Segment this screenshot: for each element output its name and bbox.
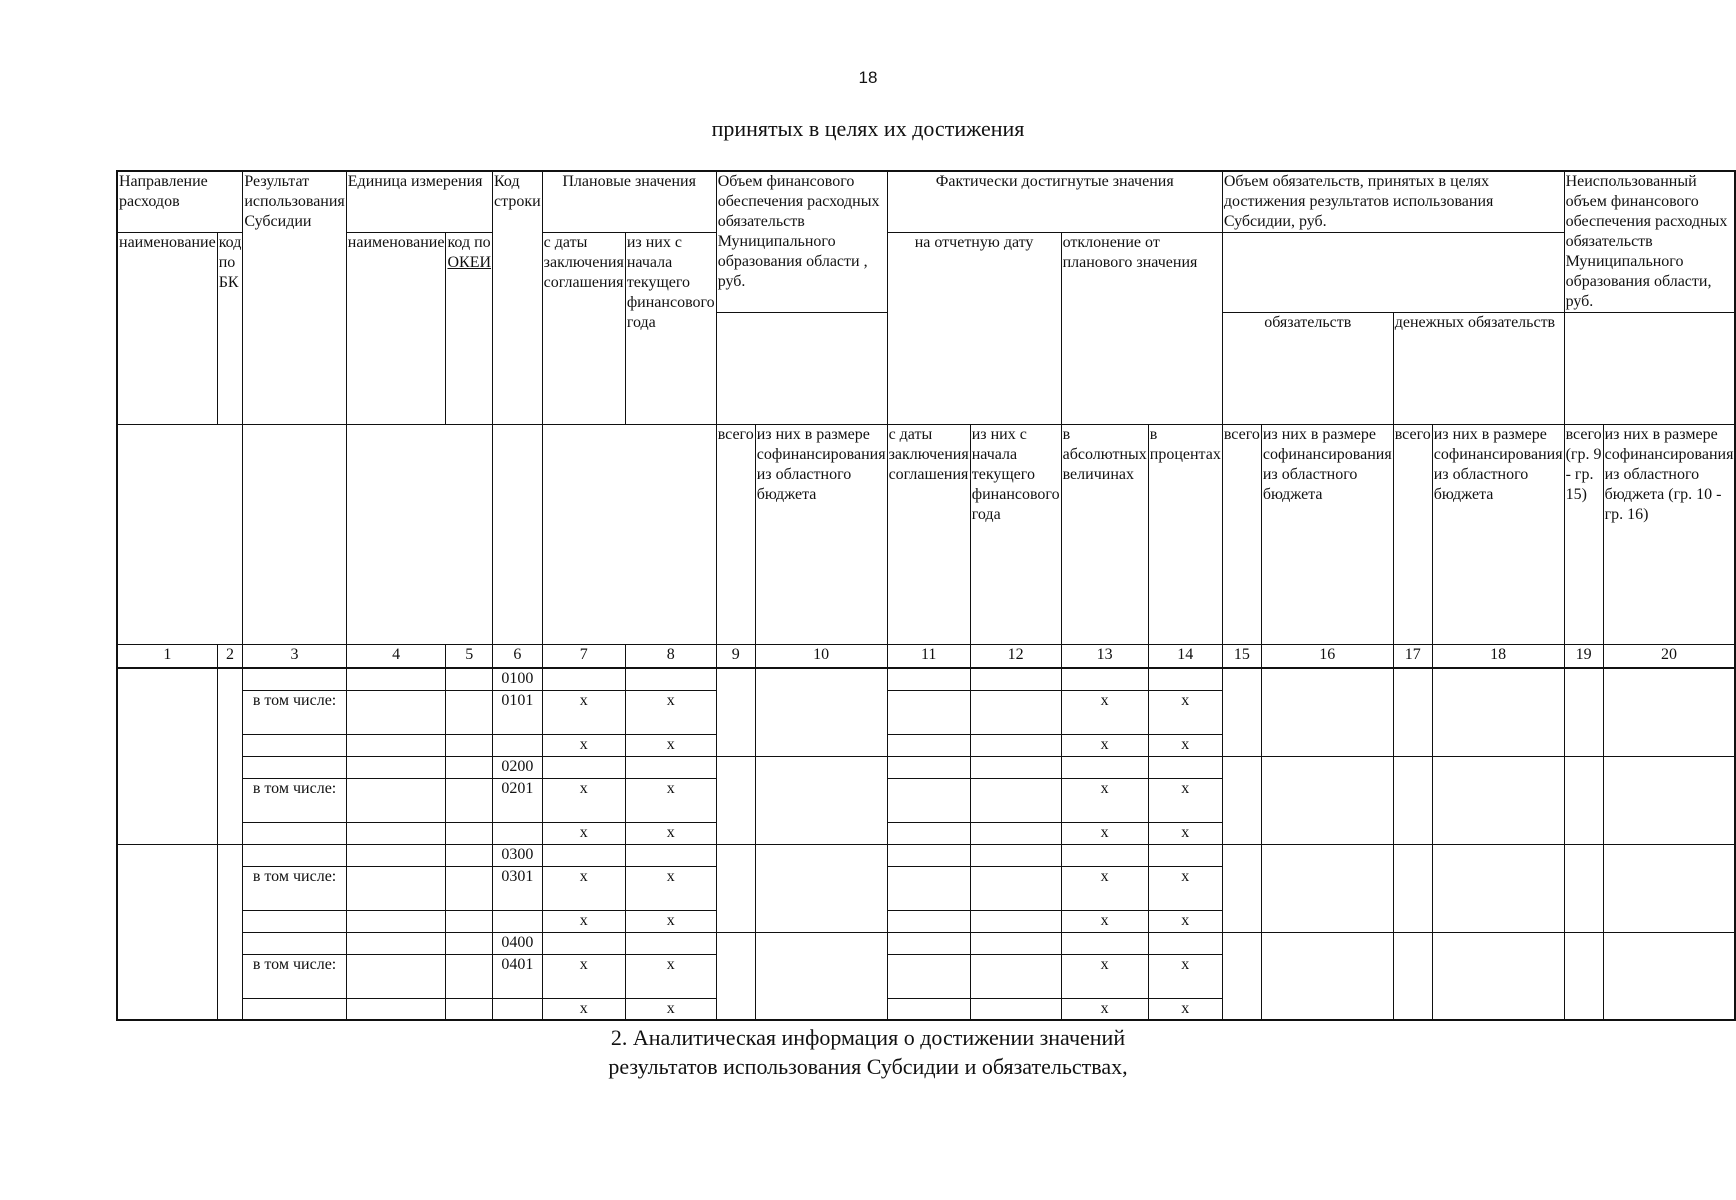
- x-mark: x: [542, 778, 625, 822]
- x-mark: x: [542, 998, 625, 1020]
- line-code-cell: 0400: [493, 932, 543, 954]
- value-cell[interactable]: [1393, 932, 1432, 1020]
- x-mark: x: [1148, 690, 1222, 734]
- value-cell[interactable]: [1061, 668, 1148, 690]
- header-actual-on-date: на отчетную дату: [887, 233, 1061, 425]
- result-cell[interactable]: [243, 822, 346, 844]
- value-cell[interactable]: [1432, 668, 1564, 756]
- table-row: [117, 932, 1735, 954]
- result-cell[interactable]: [243, 910, 346, 932]
- line-code-cell: [493, 998, 543, 1020]
- direction-code-cell[interactable]: [217, 668, 243, 844]
- value-cell[interactable]: [887, 910, 970, 932]
- header-direction-cont: [117, 425, 243, 645]
- column-number-row: [117, 645, 1735, 669]
- value-cell[interactable]: [970, 954, 1061, 998]
- header-deviation-abs: в абсолютных величинах: [1061, 425, 1148, 645]
- value-cell[interactable]: [755, 668, 887, 756]
- unit-name-cell[interactable]: [346, 844, 446, 866]
- unit-name-cell[interactable]: [346, 998, 446, 1020]
- result-cell[interactable]: [243, 734, 346, 756]
- x-mark: x: [1061, 734, 1148, 756]
- header-unit-name: наименование: [346, 233, 446, 425]
- header-obl-cofin: из них в размере софинансирования из областного бюджета: [1261, 425, 1393, 645]
- unit-name-cell[interactable]: [346, 866, 446, 910]
- direction-code-cell[interactable]: [217, 844, 243, 1020]
- header-money-obligations: денежных обязательств: [1393, 313, 1564, 425]
- x-mark: x: [625, 822, 716, 844]
- value-cell[interactable]: [1261, 668, 1393, 756]
- header-money-total: всего: [1393, 425, 1432, 645]
- unit-name-cell[interactable]: [346, 690, 446, 734]
- value-cell[interactable]: [1148, 756, 1222, 778]
- value-cell[interactable]: [887, 822, 970, 844]
- header-direction-code: код по БК: [217, 233, 243, 425]
- value-cell[interactable]: [887, 954, 970, 998]
- value-cell[interactable]: [1393, 668, 1432, 756]
- line-code-cell: [493, 910, 543, 932]
- unit-name-cell[interactable]: [346, 910, 446, 932]
- okei-cell[interactable]: [446, 910, 493, 932]
- line-code-cell: 0200: [493, 756, 543, 778]
- header-funding-total: всего: [716, 425, 755, 645]
- x-mark: x: [1148, 778, 1222, 822]
- value-cell[interactable]: [970, 998, 1061, 1020]
- value-cell[interactable]: [1261, 844, 1393, 932]
- value-cell[interactable]: [970, 932, 1061, 954]
- table-title: принятых в целях их достижения: [711, 116, 1025, 141]
- value-cell[interactable]: [970, 866, 1061, 910]
- header-actual: Фактически достигнутые значения: [887, 171, 1222, 233]
- value-cell[interactable]: [755, 844, 887, 932]
- okei-cell[interactable]: [446, 778, 493, 822]
- value-cell[interactable]: [887, 998, 970, 1020]
- value-cell[interactable]: [887, 932, 970, 954]
- value-cell[interactable]: [970, 844, 1061, 866]
- header-funding-cofin: из них в размере софинансирования из областного бюджета: [755, 425, 887, 645]
- page-number: 18: [858, 68, 878, 87]
- column-number: 16: [1261, 645, 1393, 669]
- header-deviation-pct: в процентах: [1148, 425, 1222, 645]
- column-number: 12: [970, 645, 1061, 669]
- value-cell[interactable]: [1148, 932, 1222, 954]
- okei-cell[interactable]: [446, 734, 493, 756]
- header-unit-okei: код по ОКЕИ: [446, 233, 493, 425]
- including-label: в том числе:: [243, 954, 346, 998]
- x-mark: x: [1148, 910, 1222, 932]
- header-unused-cofin: из них в размере софинансирования из областного бюджета (гр. 10 - гр. 16): [1603, 425, 1735, 645]
- okei-cell[interactable]: [446, 866, 493, 910]
- header-actual-from-agreement: с даты заключения соглашения: [887, 425, 970, 645]
- value-cell[interactable]: [1061, 844, 1148, 866]
- section-2-heading: [0, 1023, 1736, 1081]
- header-line-code: Код строки: [493, 171, 543, 425]
- column-number: 10: [755, 645, 887, 669]
- value-cell[interactable]: [625, 932, 716, 954]
- okei-cell[interactable]: [446, 998, 493, 1020]
- column-number: 13: [1061, 645, 1148, 669]
- line-code-cell: 0401: [493, 954, 543, 998]
- x-mark: x: [1061, 998, 1148, 1020]
- x-mark: x: [542, 734, 625, 756]
- line-code-cell: 0101: [493, 690, 543, 734]
- header-plan-from-year: из них с начала текущего финансового года: [625, 233, 716, 425]
- value-cell[interactable]: [542, 844, 625, 866]
- x-mark: x: [1148, 866, 1222, 910]
- value-cell[interactable]: [1261, 932, 1393, 1020]
- okei-cell[interactable]: [446, 954, 493, 998]
- header-actual-from-year: из них с начала текущего финансового года: [970, 425, 1061, 645]
- table-row: [117, 756, 1735, 778]
- column-number: 2: [217, 645, 243, 669]
- column-number: 5: [446, 645, 493, 669]
- direction-name-cell[interactable]: [117, 844, 217, 1020]
- column-number: 20: [1603, 645, 1735, 669]
- x-mark: x: [625, 954, 716, 998]
- x-mark: x: [1061, 690, 1148, 734]
- value-cell[interactable]: [1393, 756, 1432, 844]
- x-mark: x: [1148, 734, 1222, 756]
- x-mark: x: [1061, 954, 1148, 998]
- header-line-code-cont: [493, 425, 543, 645]
- table-row: [117, 844, 1735, 866]
- value-cell[interactable]: [970, 910, 1061, 932]
- value-cell[interactable]: [970, 690, 1061, 734]
- header-obligations: Объем обязательств, принятых в целях достижения результатов использования Субсидии, руб.: [1222, 171, 1564, 233]
- value-cell[interactable]: [887, 668, 970, 690]
- unit-name-cell[interactable]: [346, 668, 446, 690]
- header-obligations-sub: обязательств: [1222, 313, 1393, 425]
- direction-name-cell[interactable]: [117, 668, 217, 844]
- column-number: 17: [1393, 645, 1432, 669]
- report-table: [116, 170, 1736, 1021]
- x-mark: x: [625, 910, 716, 932]
- header-unit: Единица измерения: [346, 171, 492, 233]
- okei-cell[interactable]: [446, 844, 493, 866]
- okei-cell[interactable]: [446, 822, 493, 844]
- result-cell[interactable]: [243, 932, 346, 954]
- value-cell[interactable]: [1061, 932, 1148, 954]
- value-cell[interactable]: [1564, 668, 1603, 756]
- value-cell[interactable]: [1148, 844, 1222, 866]
- value-cell[interactable]: [755, 932, 887, 1020]
- header-direction-name: наименование: [117, 233, 217, 425]
- value-cell[interactable]: [1148, 668, 1222, 690]
- header-result: Результат использования Субсидии: [243, 171, 346, 425]
- column-number: 7: [542, 645, 625, 669]
- header-money-cofin: из них в размере софинансирования из областного бюджета: [1432, 425, 1564, 645]
- unit-name-cell[interactable]: [346, 734, 446, 756]
- okei-link[interactable]: ОКЕИ: [447, 254, 492, 271]
- value-cell[interactable]: [1222, 932, 1261, 1020]
- okei-cell[interactable]: [446, 932, 493, 954]
- x-mark: x: [1061, 910, 1148, 932]
- line-code-cell: [493, 734, 543, 756]
- x-mark: x: [1061, 822, 1148, 844]
- header-unused-cont: [1564, 313, 1735, 425]
- value-cell[interactable]: [970, 668, 1061, 690]
- value-cell[interactable]: [887, 778, 970, 822]
- value-cell[interactable]: [1222, 844, 1261, 932]
- including-label: в том числе:: [243, 690, 346, 734]
- line-code-cell: 0201: [493, 778, 543, 822]
- column-number: 14: [1148, 645, 1222, 669]
- x-mark: x: [1148, 822, 1222, 844]
- header-funding-cont: [716, 313, 887, 425]
- x-mark: x: [625, 778, 716, 822]
- value-cell[interactable]: [1564, 932, 1603, 1020]
- value-cell[interactable]: [1603, 932, 1735, 1020]
- value-cell[interactable]: [716, 932, 755, 1020]
- line-code-cell: 0300: [493, 844, 543, 866]
- x-mark: x: [542, 910, 625, 932]
- value-cell[interactable]: [1261, 756, 1393, 844]
- x-mark: x: [1148, 998, 1222, 1020]
- value-cell[interactable]: [1432, 844, 1564, 932]
- value-cell[interactable]: [1393, 844, 1432, 932]
- value-cell[interactable]: [887, 756, 970, 778]
- header-funding: Объем финансового обеспечения расходных обязательств Муниципального образования области , руб.: [716, 171, 887, 313]
- okei-cell[interactable]: [446, 668, 493, 690]
- x-mark: x: [625, 998, 716, 1020]
- okei-cell[interactable]: [446, 756, 493, 778]
- result-cell[interactable]: [243, 668, 346, 690]
- column-number: 18: [1432, 645, 1564, 669]
- line-code-cell: 0301: [493, 866, 543, 910]
- value-cell[interactable]: [887, 844, 970, 866]
- column-number: 6: [493, 645, 543, 669]
- value-cell[interactable]: [716, 756, 755, 844]
- x-mark: x: [542, 866, 625, 910]
- value-cell[interactable]: [1432, 932, 1564, 1020]
- value-cell[interactable]: [625, 844, 716, 866]
- x-mark: x: [542, 954, 625, 998]
- x-mark: x: [1061, 778, 1148, 822]
- unit-name-cell[interactable]: [346, 778, 446, 822]
- value-cell[interactable]: [1603, 844, 1735, 932]
- header-obl-total: всего: [1222, 425, 1261, 645]
- including-label: в том числе:: [243, 778, 346, 822]
- result-cell[interactable]: [243, 998, 346, 1020]
- value-cell[interactable]: [625, 668, 716, 690]
- x-mark: x: [625, 690, 716, 734]
- section-2-line-1: 2. Аналитическая информация о достижении значений: [610, 1025, 1126, 1050]
- column-number: 8: [625, 645, 716, 669]
- x-mark: x: [1061, 866, 1148, 910]
- value-cell[interactable]: [970, 778, 1061, 822]
- header-obligations-spacer: [1222, 233, 1564, 313]
- value-cell[interactable]: [625, 756, 716, 778]
- value-cell[interactable]: [970, 822, 1061, 844]
- header-unit-cont: [346, 425, 492, 645]
- result-cell[interactable]: [243, 756, 346, 778]
- header-direction: Направление расходов: [117, 171, 243, 233]
- unit-name-cell[interactable]: [346, 756, 446, 778]
- x-mark: x: [542, 690, 625, 734]
- value-cell[interactable]: [542, 756, 625, 778]
- line-code-cell: 0100: [493, 668, 543, 690]
- x-mark: x: [542, 822, 625, 844]
- column-number: 3: [243, 645, 346, 669]
- value-cell[interactable]: [716, 668, 755, 756]
- value-cell[interactable]: [542, 668, 625, 690]
- column-number: 19: [1564, 645, 1603, 669]
- header-unused-total: всего (гр. 9 - гр. 15): [1564, 425, 1603, 645]
- value-cell[interactable]: [1432, 756, 1564, 844]
- header-actual-deviation: отклонение от планового значения: [1061, 233, 1222, 425]
- value-cell[interactable]: [1222, 756, 1261, 844]
- value-cell[interactable]: [887, 690, 970, 734]
- unit-name-cell[interactable]: [346, 822, 446, 844]
- column-number: 15: [1222, 645, 1261, 669]
- column-number: 1: [117, 645, 217, 669]
- header-plan: Плановые значения: [542, 171, 716, 233]
- value-cell[interactable]: [755, 756, 887, 844]
- value-cell[interactable]: [887, 866, 970, 910]
- x-mark: x: [1148, 954, 1222, 998]
- section-2-line-2: результатов использования Субсидии и обязательствах,: [608, 1054, 1128, 1079]
- value-cell[interactable]: [716, 844, 755, 932]
- result-cell[interactable]: [243, 844, 346, 866]
- column-number: 9: [716, 645, 755, 669]
- unit-name-cell[interactable]: [346, 932, 446, 954]
- value-cell[interactable]: [542, 932, 625, 954]
- value-cell[interactable]: [970, 756, 1061, 778]
- value-cell[interactable]: [970, 734, 1061, 756]
- value-cell[interactable]: [1222, 668, 1261, 756]
- x-mark: x: [625, 866, 716, 910]
- header-result-cont: [243, 425, 346, 645]
- column-number: 11: [887, 645, 970, 669]
- table-row: [117, 668, 1735, 690]
- header-unused: Неиспользованный объем финансового обеспечения расходных обязательств Муниципального образования области, руб.: [1564, 171, 1735, 313]
- value-cell[interactable]: [1564, 844, 1603, 932]
- okei-cell[interactable]: [446, 690, 493, 734]
- line-code-cell: [493, 822, 543, 844]
- header-plan-cont: [542, 425, 716, 645]
- unit-name-cell[interactable]: [346, 954, 446, 998]
- value-cell[interactable]: [1564, 756, 1603, 844]
- value-cell[interactable]: [1603, 756, 1735, 844]
- value-cell[interactable]: [1603, 668, 1735, 756]
- value-cell[interactable]: [1061, 756, 1148, 778]
- value-cell[interactable]: [887, 734, 970, 756]
- column-number: 4: [346, 645, 446, 669]
- including-label: в том числе:: [243, 866, 346, 910]
- header-plan-from-agreement: с даты заключения соглашения: [542, 233, 625, 425]
- x-mark: x: [625, 734, 716, 756]
